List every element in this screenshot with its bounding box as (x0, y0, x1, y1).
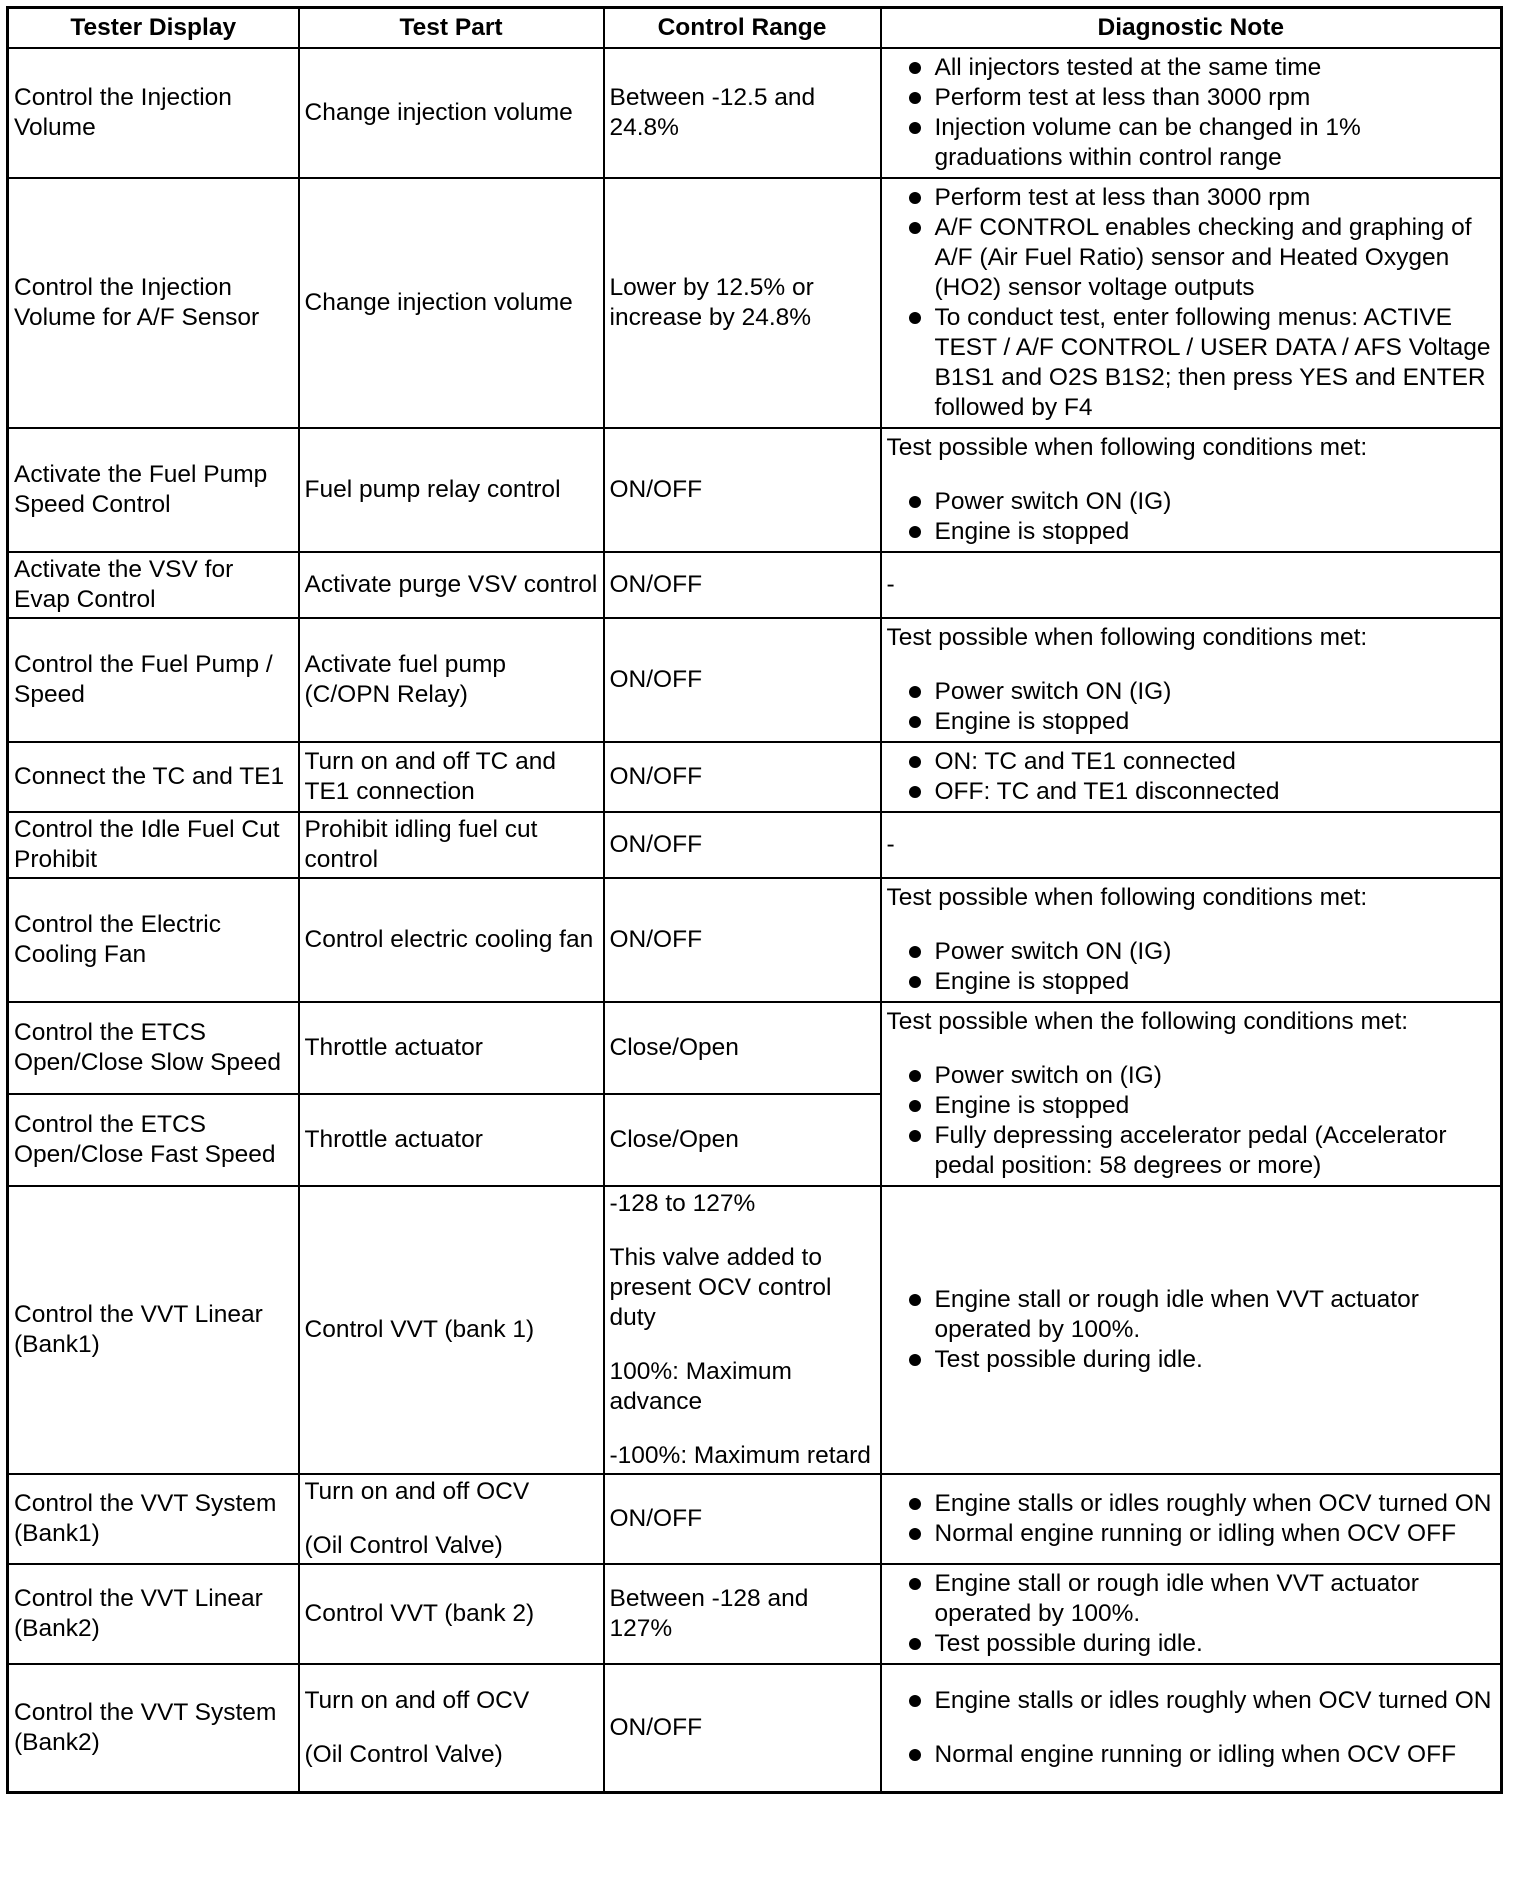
note-bullet: ON: TC and TE1 connected (887, 747, 1496, 777)
note-bullet-list (887, 1686, 1496, 1770)
cell-tester-display: Control the ETCS Open/Close Slow Speed (8, 1002, 299, 1094)
note-intro: Test possible when following conditions met: (886, 434, 1368, 461)
cell-test-part: Throttle actuator (299, 1002, 604, 1094)
cell-control-range: ON/OFF (604, 742, 881, 812)
cell-test-part: Fuel pump relay control (299, 428, 604, 552)
cell-control-range (604, 1186, 881, 1474)
cell-tester-display: Control the VVT Linear (Bank2) (8, 1564, 299, 1664)
cell-control-range: Between -12.5 and 24.8% (604, 48, 881, 178)
cell-control-range: ON/OFF (604, 1664, 881, 1792)
cell-diagnostic-note (881, 178, 1502, 428)
cell-test-part (299, 1474, 604, 1564)
range-paragraph: This valve added to present OCV control duty (609, 1244, 832, 1331)
cell-diagnostic-note (881, 618, 1502, 742)
note-intro: Test possible when the following conditions met: (886, 1008, 1409, 1035)
range-paragraph: -100%: Maximum retard (609, 1442, 871, 1469)
cell-control-range: ON/OFF (604, 428, 881, 552)
note-bullet: Engine stalls or idles roughly when OCV turned ON (887, 1489, 1496, 1519)
active-test-table (6, 6, 1503, 1794)
range-paragraph: 100%: Maximum advance (609, 1358, 792, 1415)
table-row (8, 878, 1502, 1002)
cell-diagnostic-note: - (881, 552, 1502, 618)
note-bullet: OFF: TC and TE1 disconnected (887, 777, 1496, 807)
cell-diagnostic-note (881, 1474, 1502, 1564)
table-row (8, 618, 1502, 742)
note-bullet: Injection volume can be changed in 1% graduations within control range (887, 113, 1496, 173)
note-bullet: Power switch ON (IG) (887, 487, 1496, 517)
note-bullet: Power switch ON (IG) (887, 937, 1496, 967)
note-bullet-list (887, 1061, 1496, 1181)
note-bullet: Engine is stopped (887, 967, 1496, 997)
table-row (8, 48, 1502, 178)
cell-test-part: Throttle actuator (299, 1094, 604, 1186)
table-row (8, 428, 1502, 552)
cell-control-range: ON/OFF (604, 1474, 881, 1564)
cell-test-part: Control VVT (bank 2) (299, 1564, 604, 1664)
table-row (8, 1186, 1502, 1474)
cell-tester-display: Connect the TC and TE1 (8, 742, 299, 812)
cell-test-part: Control VVT (bank 1) (299, 1186, 604, 1474)
table-row (8, 1664, 1502, 1792)
cell-tester-display: Control the VVT Linear (Bank1) (8, 1186, 299, 1474)
note-bullet: Fully depressing accelerator pedal (Accelerator pedal position: 58 degrees or more) (887, 1121, 1496, 1181)
cell-diagnostic-note (881, 1186, 1502, 1474)
note-bullet-list (887, 1489, 1496, 1549)
note-bullet: Engine is stopped (887, 707, 1496, 737)
header-tester-display: Tester Display (8, 8, 299, 49)
cell-tester-display: Control the Electric Cooling Fan (8, 878, 299, 1002)
note-bullet-list (887, 53, 1496, 173)
note-bullet: Normal engine running or idling when OCV OFF (887, 1519, 1496, 1549)
note-bullet-list (887, 183, 1496, 423)
part-paragraph: Turn on and off OCV (304, 1478, 530, 1505)
note-bullet-list (887, 937, 1496, 997)
cell-control-range: ON/OFF (604, 812, 881, 878)
note-bullet: Power switch on (IG) (887, 1061, 1496, 1091)
cell-diagnostic-note (881, 742, 1502, 812)
note-intro: Test possible when following conditions met: (886, 884, 1368, 911)
note-intro: Test possible when following conditions met: (886, 624, 1368, 651)
cell-control-range: Between -128 and 127% (604, 1564, 881, 1664)
note-bullet: Normal engine running or idling when OCV OFF (887, 1740, 1496, 1770)
note-bullet-list (887, 677, 1496, 737)
cell-tester-display: Control the ETCS Open/Close Fast Speed (8, 1094, 299, 1186)
cell-tester-display: Activate the VSV for Evap Control (8, 552, 299, 618)
note-bullet: Engine stalls or idles roughly when OCV turned ON (887, 1686, 1496, 1716)
note-bullet-list (887, 1285, 1496, 1375)
note-bullet: To conduct test, enter following menus: ACTIVE TEST / A/F CONTROL / USER DATA / AFS Voltage B1S1 and O2S B1S2; then press YES and ENTER followed by F4 (887, 303, 1496, 423)
header-test-part: Test Part (299, 8, 604, 49)
cell-diagnostic-note: - (881, 812, 1502, 878)
cell-tester-display: Control the VVT System (Bank2) (8, 1664, 299, 1792)
cell-diagnostic-note (881, 48, 1502, 178)
cell-control-range: Close/Open (604, 1002, 881, 1094)
cell-tester-display: Control the Idle Fuel Cut Prohibit (8, 812, 299, 878)
cell-test-part: Activate purge VSV control (299, 552, 604, 618)
table-header-row (8, 8, 1502, 49)
part-paragraph: (Oil Control Valve) (304, 1532, 503, 1559)
note-bullet: Engine stall or rough idle when VVT actuator operated by 100%. (887, 1569, 1496, 1629)
note-bullet: Test possible during idle. (887, 1629, 1496, 1659)
table-row (8, 1564, 1502, 1664)
cell-control-range: ON/OFF (604, 618, 881, 742)
cell-control-range: ON/OFF (604, 878, 881, 1002)
header-control-range: Control Range (604, 8, 881, 49)
table-row (8, 178, 1502, 428)
table-row (8, 812, 1502, 878)
active-test-table-container (6, 6, 1503, 1794)
cell-tester-display: Activate the Fuel Pump Speed Control (8, 428, 299, 552)
table-row (8, 552, 1502, 618)
cell-control-range: Lower by 12.5% or increase by 24.8% (604, 178, 881, 428)
part-paragraph: (Oil Control Valve) (304, 1740, 503, 1768)
cell-control-range: ON/OFF (604, 552, 881, 618)
cell-tester-display: Control the Fuel Pump / Speed (8, 618, 299, 742)
cell-test-part: Turn on and off TC and TE1 connection (299, 742, 604, 812)
cell-test-part: Change injection volume (299, 48, 604, 178)
cell-control-range: Close/Open (604, 1094, 881, 1186)
note-bullet: Perform test at less than 3000 rpm (887, 183, 1496, 213)
note-bullet: All injectors tested at the same time (887, 53, 1496, 83)
cell-tester-display: Control the VVT System (Bank1) (8, 1474, 299, 1564)
table-row (8, 1474, 1502, 1564)
cell-tester-display: Control the Injection Volume (8, 48, 299, 178)
note-bullet: Perform test at less than 3000 rpm (887, 83, 1496, 113)
note-bullet-list (887, 1569, 1496, 1659)
cell-diagnostic-note (881, 1564, 1502, 1664)
cell-diagnostic-note (881, 1664, 1502, 1792)
cell-diagnostic-note (881, 428, 1502, 552)
note-bullet: Engine is stopped (887, 517, 1496, 547)
cell-test-part (299, 1664, 604, 1792)
note-bullet: Power switch ON (IG) (887, 677, 1496, 707)
header-diagnostic-note: Diagnostic Note (881, 8, 1502, 49)
note-bullet: Engine stall or rough idle when VVT actuator operated by 100%. (887, 1285, 1496, 1345)
note-bullet: A/F CONTROL enables checking and graphing of A/F (Air Fuel Ratio) sensor and Heated Oxygen (HO2) sensor voltage outputs (887, 213, 1496, 303)
part-paragraph: Turn on and off OCV (304, 1686, 530, 1714)
cell-test-part: Prohibit idling fuel cut control (299, 812, 604, 878)
cell-tester-display: Control the Injection Volume for A/F Sensor (8, 178, 299, 428)
cell-test-part: Change injection volume (299, 178, 604, 428)
table-row (8, 742, 1502, 812)
cell-test-part: Activate fuel pump (C/OPN Relay) (299, 618, 604, 742)
table-row (8, 1002, 1502, 1094)
note-bullet: Engine is stopped (887, 1091, 1496, 1121)
cell-diagnostic-note (881, 1002, 1502, 1186)
cell-diagnostic-note (881, 878, 1502, 1002)
note-bullet-list (887, 747, 1496, 807)
note-bullet: Test possible during idle. (887, 1345, 1496, 1375)
cell-test-part: Control electric cooling fan (299, 878, 604, 1002)
range-paragraph: -128 to 127% (609, 1190, 756, 1217)
note-bullet-list (887, 487, 1496, 547)
